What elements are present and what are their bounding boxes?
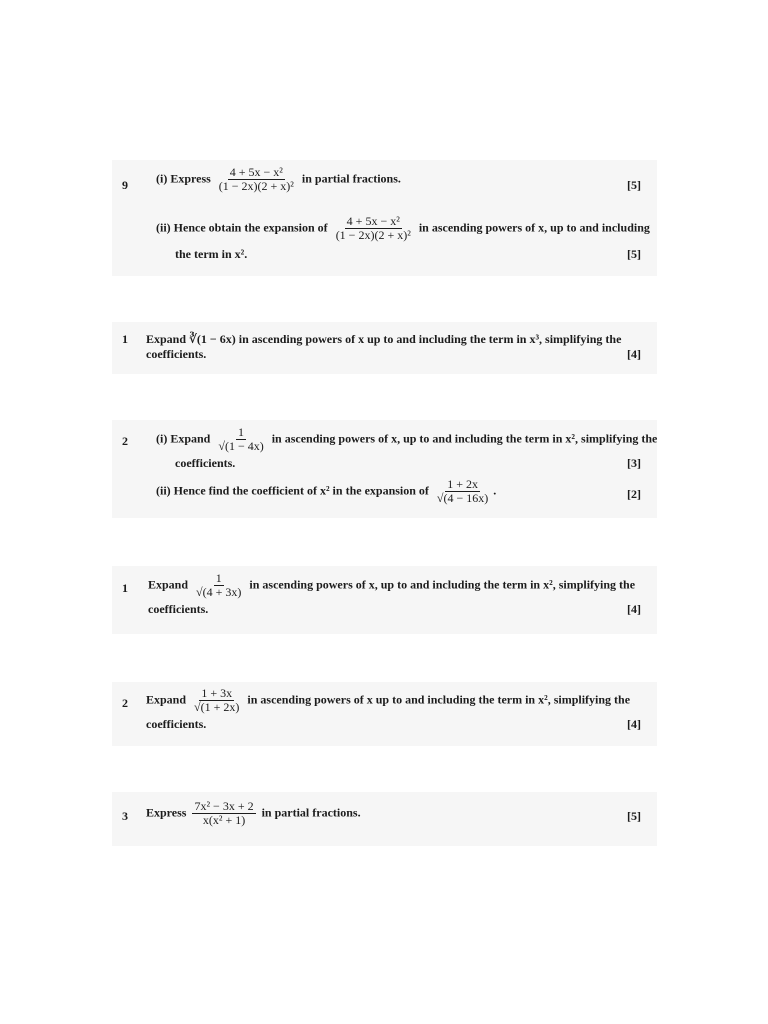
question-line (146, 687, 630, 714)
question-text: in ascending powers of x up to and including the term in x², simplifying the (247, 692, 631, 707)
part-ii (156, 478, 496, 505)
denominator: √(4 − 16x) (436, 491, 489, 505)
numerator: 7x² − 3x + 2 (194, 799, 254, 813)
question-text-continuation: coefficients. (148, 602, 209, 616)
question-number: 2 (122, 434, 128, 448)
question-2-expand (112, 420, 657, 518)
question-3 (112, 792, 657, 846)
question-text: in ascending powers of x, up to and including the term in x², simplifying the (249, 577, 636, 592)
marks: [3] (627, 456, 641, 470)
question-9 (112, 160, 657, 276)
fraction (216, 426, 265, 453)
part-i (156, 166, 401, 193)
marks: [4] (627, 602, 641, 616)
part-text: in partial fractions. (301, 171, 401, 186)
question-text: Expand (146, 692, 187, 707)
part-text: in ascending powers of x, up to and including (418, 220, 650, 235)
part-label: (ii) (156, 220, 171, 235)
question-text: in partial fractions. (261, 805, 361, 820)
part-label: (ii) (156, 483, 171, 498)
part-label: (i) (156, 431, 168, 446)
numerator: 1 (238, 425, 245, 439)
marks: [5] (627, 247, 641, 261)
part-continuation: the term in x². (175, 247, 248, 261)
denominator: √(1 + 2x) (194, 700, 240, 714)
fraction (334, 215, 413, 242)
part-text: Expand (170, 431, 211, 446)
fraction (192, 800, 255, 827)
numerator: 4 + 5x − x² (229, 165, 283, 179)
question-text: Expand (148, 577, 189, 592)
denominator: √(4 + 3x) (196, 585, 242, 599)
denominator: x(x² + 1) (202, 813, 246, 827)
part-text: Hence obtain the expansion of (173, 220, 328, 235)
question-number: 3 (122, 809, 128, 823)
part-text: . (493, 483, 497, 498)
question-number: 9 (122, 178, 128, 192)
denominator: (1 − 2x)(2 + x)² (218, 179, 294, 193)
denominator: (1 − 2x)(2 + x)² (335, 228, 411, 242)
question-number: 1 (122, 332, 128, 346)
numerator: 4 + 5x − x² (346, 214, 400, 228)
marks: [4] (627, 717, 641, 731)
marks: [5] (627, 809, 641, 823)
numerator: 1 + 3x (201, 686, 233, 700)
question-line (146, 800, 361, 827)
numerator: 1 (215, 571, 222, 585)
question-text-continuation: coefficients. (146, 717, 207, 731)
part-i (156, 426, 657, 453)
denominator: √(1 − 4x) (218, 439, 264, 453)
question-1-cube-root (112, 322, 657, 374)
marks: [5] (627, 178, 641, 192)
part-text: Hence find the coefficient of x² in the expansion of (173, 483, 429, 498)
question-number: 1 (122, 581, 128, 595)
fraction (217, 166, 296, 193)
question-line (148, 572, 635, 599)
part-text: Express (170, 171, 211, 186)
question-number: 2 (122, 696, 128, 710)
fraction (435, 478, 490, 505)
fraction (194, 572, 243, 599)
part-label: (i) (156, 171, 168, 186)
question-1-fraction (112, 566, 657, 634)
question-text: Express (146, 805, 187, 820)
question-text: Expand ∛(1 − 6x) in ascending powers of x up to and including the term in x³, simplifying the (146, 332, 622, 346)
question-2-fraction (112, 682, 657, 746)
question-text-continuation: coefficients. (146, 347, 207, 361)
part-ii (156, 215, 650, 242)
fraction (192, 687, 241, 714)
marks: [2] (627, 487, 641, 501)
marks: [4] (627, 347, 641, 361)
part-continuation: coefficients. (175, 456, 236, 470)
numerator: 1 + 2x (447, 477, 478, 491)
part-text: in ascending powers of x, up to and including the term in x², simplifying the (271, 431, 658, 446)
